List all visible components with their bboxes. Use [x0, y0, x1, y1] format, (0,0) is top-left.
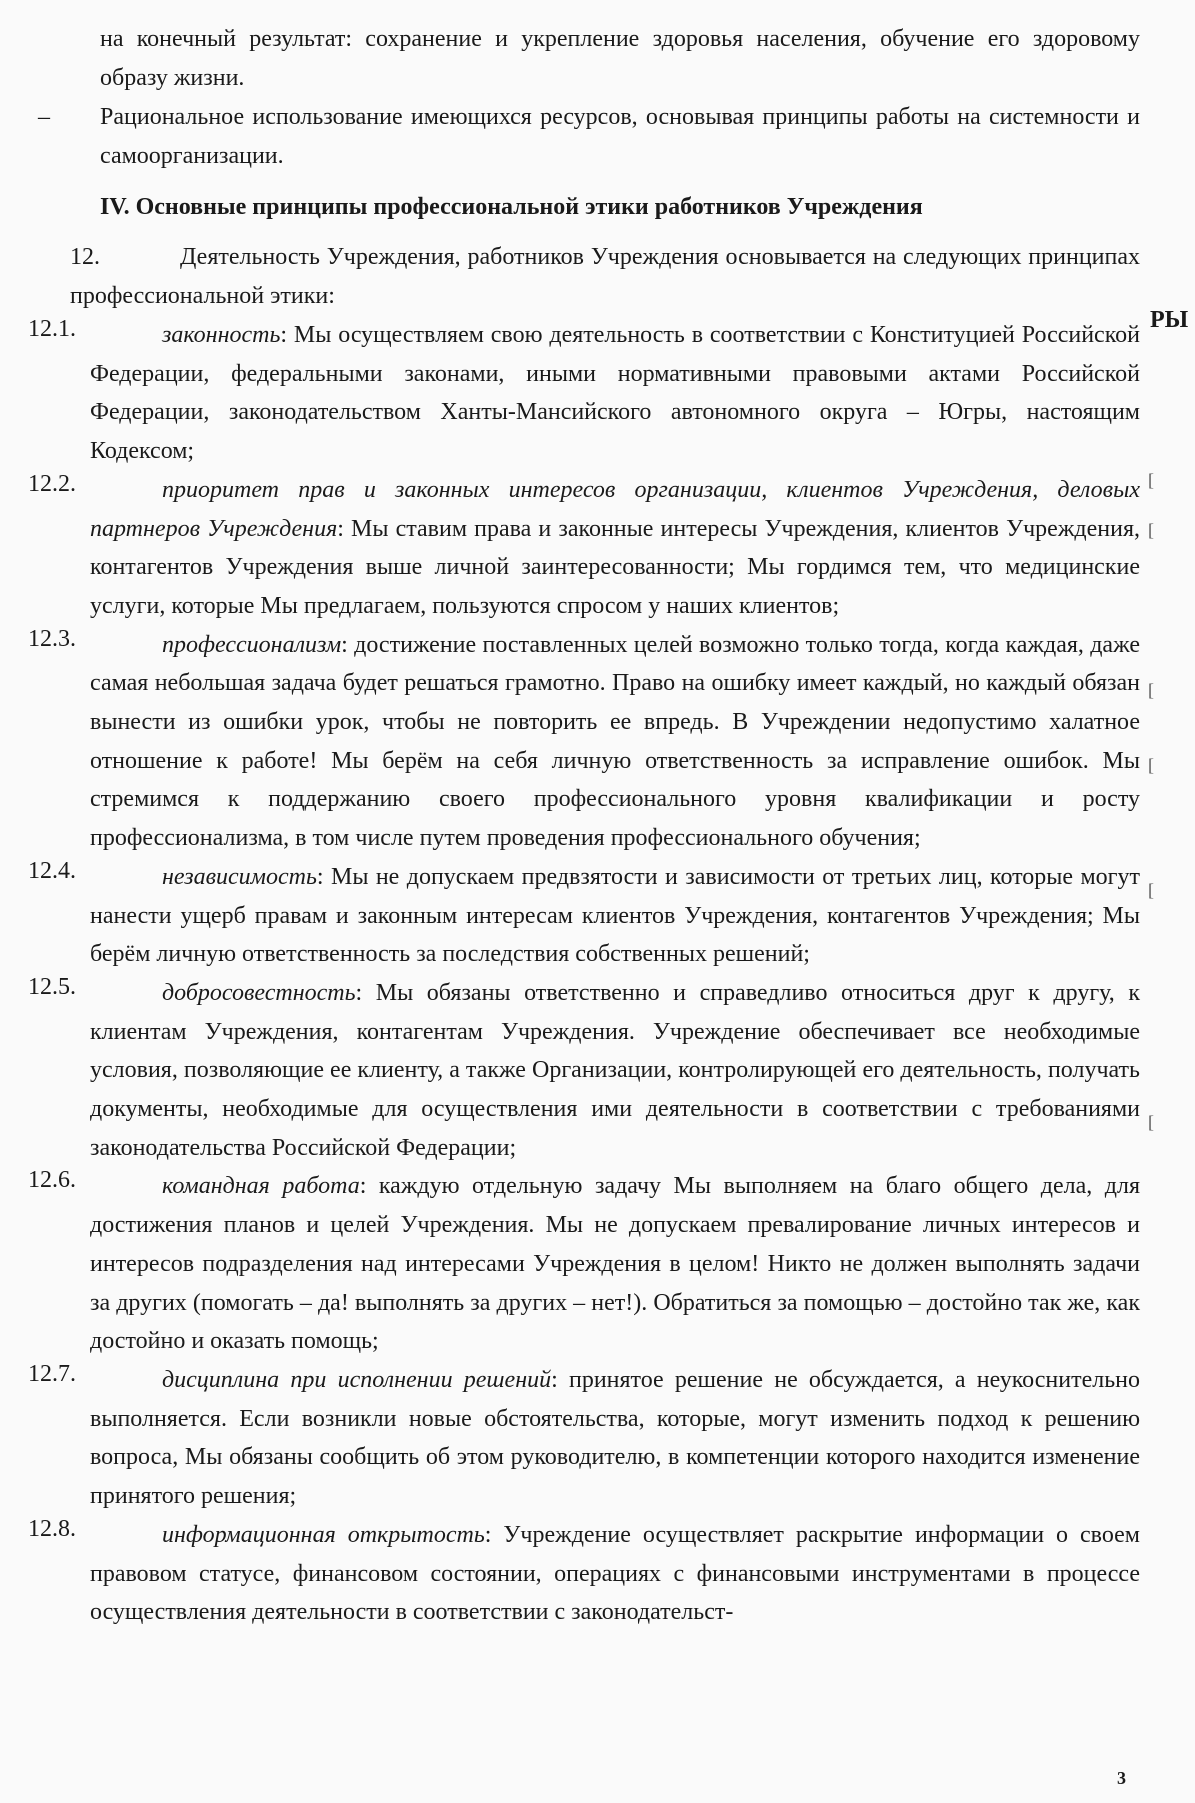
paragraph-text: Деятельность Учреждения, работников Учреждения основывается на следующих принципах профессиональной этики: [70, 244, 1140, 309]
page-number: 3 [1117, 1768, 1126, 1788]
item-term: информационная открытость [162, 1521, 485, 1548]
item-term: командная работа [162, 1173, 360, 1200]
item-number: 12.2. [28, 470, 76, 497]
margin-mark: [ [1148, 470, 1154, 490]
item-text: : каждую отдельную задачу Мы выполняем на благо общего дела, для достижения планов и целей Учреждения. Мы не допускаем превалирование личных интересов и интересов подразделения над интересами Учреждения в целом! Никто не должен выполнять задачи за других (помогать – да! выполнять за других – нет!). Обратиться за помощью – достойно так же, как достойно и оказать помощь; [90, 1173, 1140, 1355]
paragraph-12 [70, 238, 1140, 316]
margin-fragment: РЫ [1150, 307, 1189, 333]
section-heading: IV. Основные принципы профессиональной этики работников Учреждения [100, 194, 923, 220]
list-item-text: Рациональное использование имеющихся ресурсов, основывая принципы работы на системности и самоорганизации. [100, 104, 1140, 169]
item-number: 12.6. [28, 1167, 76, 1194]
item-number: 12.4. [28, 857, 76, 884]
principle-item [28, 470, 1140, 626]
item-term: дисциплина при исполнении решений [162, 1366, 552, 1393]
margin-mark: [ [1148, 520, 1154, 540]
item-text: : Учреждение осуществляет раскрытие информации о своем правовом статусе, финансовом состоянии, операциях с финансовыми инструментами в процессе осуществления деятельности в соответствии с законодательст- [90, 1521, 1140, 1626]
item-number: 12.3. [28, 625, 76, 652]
principle-item [28, 1515, 1140, 1632]
item-term: приоритет прав и законных интересов организации, клиентов Учреждения, деловых партнеров Учреждения [90, 476, 1140, 542]
item-term: законность [162, 322, 281, 348]
item-text: : принятое решение не обсуждается, а неукоснительно выполняется. Если возникли новые обстоятельства, которые, могут изменить подход к решению вопроса, Мы обязаны сообщить об этом руководителю, в компетенции которого находится изменение принятого решения; [90, 1366, 1140, 1510]
item-number: 12.5. [28, 973, 76, 1000]
intro-block [38, 20, 1140, 176]
item-text: : Мы ставим права и законные интересы Учреждения, клиентов Учреждения, контагентов Учреждения выше личной заинтересованности; Мы гордимся тем, что медицинские услуги, которые Мы предлагаем, пользуются спросом у наших клиентов; [90, 515, 1140, 619]
intro-line: на конечный результат: сохранение и укрепление здоровья населения, обучение его здоровому образу жизни. [100, 26, 1140, 91]
principle-item [28, 857, 1140, 974]
principle-item [28, 316, 1140, 471]
margin-mark: [ [1148, 1112, 1154, 1132]
principle-item [28, 973, 1140, 1168]
principle-item [28, 625, 1140, 858]
item-text: : Мы обязаны ответственно и справедливо относиться друг к другу, к клиентам Учреждения, контагентам Учреждения. Учреждение обеспечивает все необходимые условия, позволяющие ее клиенту, а также Организации, контролирующей его деятельность, получать документы, необходимые для осуществления ими деятельности в соответствии с требованиями законодательства Российской Федерации; [90, 979, 1140, 1161]
list-item [38, 98, 1140, 176]
principle-item [28, 1360, 1140, 1516]
principles-list [28, 316, 1140, 1632]
item-number: 12.1. [28, 316, 76, 342]
item-text: : Мы не допускаем предвзятости и зависимости от третьих лиц, которые могут нанести ущерб правам и законным интересам клиентов Учреждения, контагентов Учреждения; Мы берём личную ответственность за последствия собственных решений; [90, 863, 1140, 968]
paragraph-number: 12. [70, 244, 100, 270]
item-number: 12.7. [28, 1360, 76, 1387]
item-term: добросовестность [162, 979, 356, 1006]
item-term: независимость [162, 863, 317, 890]
margin-mark: [ [1148, 880, 1154, 900]
item-number: 12.8. [28, 1515, 76, 1542]
margin-mark: [ [1148, 755, 1154, 775]
item-term: профессионализм [162, 631, 342, 658]
item-text: : достижение поставленных целей возможно только тогда, когда каждая, даже самая небольшая задача будет решаться грамотно. Право на ошибку имеет каждый, но каждый обязан вынести из ошибки урок, чтобы не повторить ее впредь. В Учреждении недопустимо халатное отношение к работе! Мы берём на себя личную ответственность за исправление ошибок. Мы стремимся к поддержанию своего профессионального уровня квалификации и росту профессионализма, в том числе путем проведения профессионального обучения; [90, 631, 1140, 852]
dash-marker: – [38, 104, 50, 130]
principle-item [28, 1167, 1140, 1361]
item-text: : Мы осуществляем свою деятельность в соответствии с Конституцией Российской Федерации, федеральными законами, иными нормативными правовыми актами Российской Федерации, законодательством Ханты-Мансийского автономного округа – Югры, настоящим Кодексом; [90, 322, 1140, 465]
margin-mark: [ [1148, 680, 1154, 700]
